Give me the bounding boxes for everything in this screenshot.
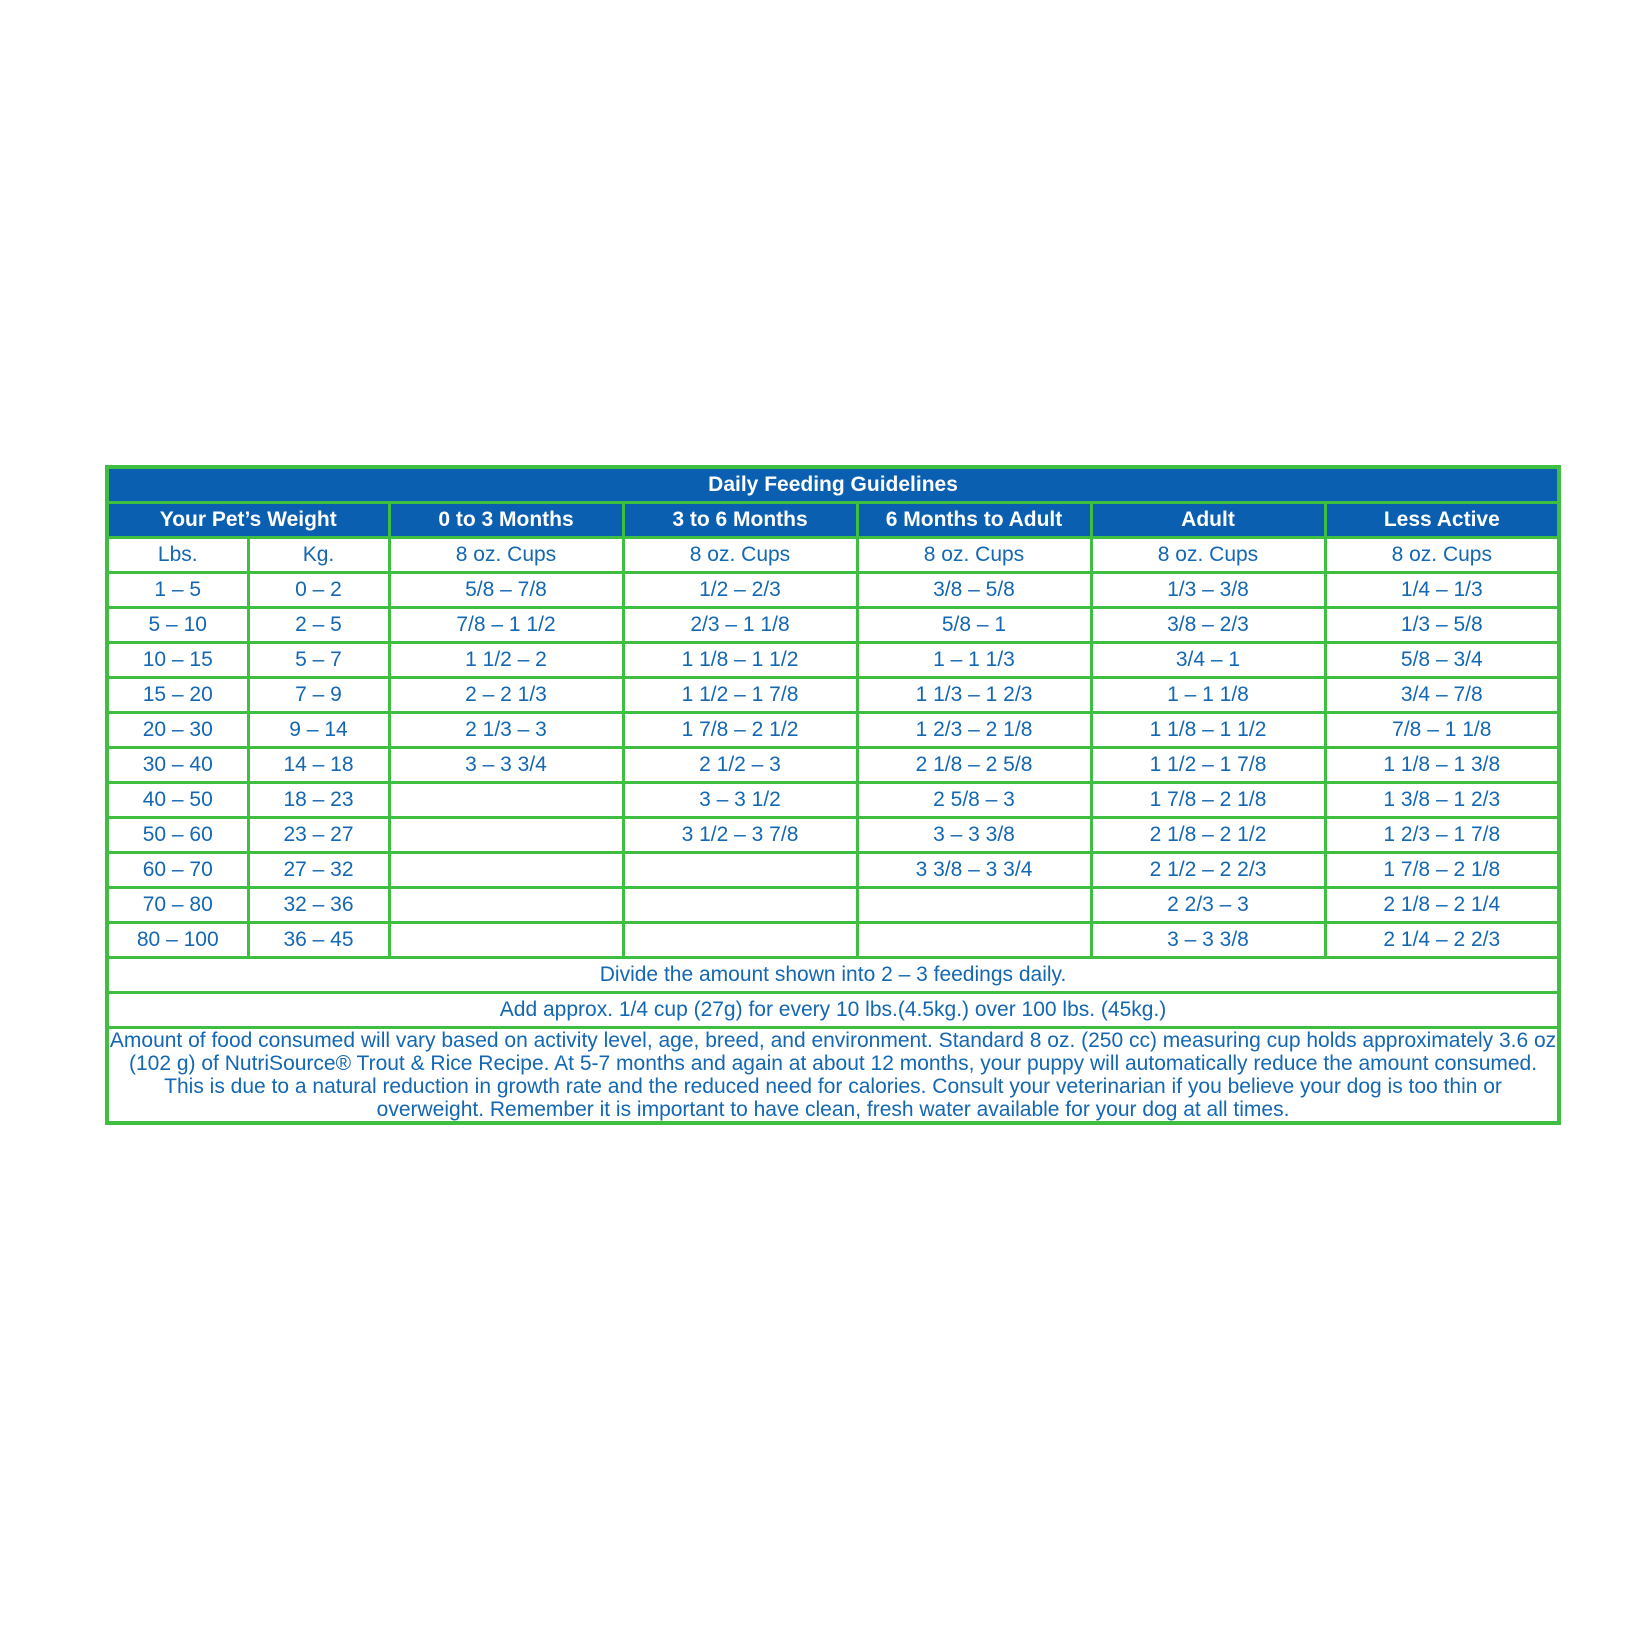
unit-lbs: Lbs. xyxy=(107,537,248,572)
unit-cups: 8 oz. Cups xyxy=(1091,537,1325,572)
cell-adult: 2 1/8 – 2 1/2 xyxy=(1091,817,1325,852)
cell-m3-6: 2/3 – 1 1/8 xyxy=(623,607,857,642)
cell-kg: 5 – 7 xyxy=(248,642,389,677)
cell-m6-adult: 2 5/8 – 3 xyxy=(857,782,1091,817)
cell-m0-3: 3 – 3 3/4 xyxy=(389,747,623,782)
cell-m3-6: 2 1/2 – 3 xyxy=(623,747,857,782)
cell-less-active: 1/3 – 5/8 xyxy=(1325,607,1559,642)
cell-lbs: 70 – 80 xyxy=(107,887,248,922)
cell-adult: 2 1/2 – 2 2/3 xyxy=(1091,852,1325,887)
cell-adult: 3/4 – 1 xyxy=(1091,642,1325,677)
cell-less-active: 3/4 – 7/8 xyxy=(1325,677,1559,712)
unit-kg: Kg. xyxy=(248,537,389,572)
cell-m6-adult: 1 2/3 – 2 1/8 xyxy=(857,712,1091,747)
cell-kg: 2 – 5 xyxy=(248,607,389,642)
cell-kg: 36 – 45 xyxy=(248,922,389,957)
header-less-active: Less Active xyxy=(1325,502,1559,537)
table-row xyxy=(107,922,1559,957)
cell-m0-3: 5/8 – 7/8 xyxy=(389,572,623,607)
cell-lbs: 10 – 15 xyxy=(107,642,248,677)
cell-less-active: 1 3/8 – 1 2/3 xyxy=(1325,782,1559,817)
cell-m0-3 xyxy=(389,852,623,887)
cell-m3-6: 3 1/2 – 3 7/8 xyxy=(623,817,857,852)
cell-kg: 27 – 32 xyxy=(248,852,389,887)
cell-m3-6: 1 7/8 – 2 1/2 xyxy=(623,712,857,747)
cell-m6-adult: 1 1/3 – 1 2/3 xyxy=(857,677,1091,712)
cell-m0-3: 2 – 2 1/3 xyxy=(389,677,623,712)
cell-adult: 1 7/8 – 2 1/8 xyxy=(1091,782,1325,817)
cell-m0-3: 7/8 – 1 1/2 xyxy=(389,607,623,642)
cell-m0-3 xyxy=(389,887,623,922)
cell-lbs: 50 – 60 xyxy=(107,817,248,852)
cell-m0-3 xyxy=(389,782,623,817)
table-row xyxy=(107,782,1559,817)
cell-lbs: 5 – 10 xyxy=(107,607,248,642)
units-row xyxy=(107,537,1559,572)
header-6-months-adult: 6 Months to Adult xyxy=(857,502,1091,537)
cell-adult: 1 – 1 1/8 xyxy=(1091,677,1325,712)
feeding-guidelines-table-wrap xyxy=(105,465,1557,1125)
table-row xyxy=(107,887,1559,922)
cell-kg: 18 – 23 xyxy=(248,782,389,817)
cell-kg: 0 – 2 xyxy=(248,572,389,607)
header-weight: Your Pet’s Weight xyxy=(107,502,389,537)
cell-lbs: 30 – 40 xyxy=(107,747,248,782)
table-row xyxy=(107,642,1559,677)
cell-m6-adult xyxy=(857,922,1091,957)
table-row xyxy=(107,607,1559,642)
unit-cups: 8 oz. Cups xyxy=(1325,537,1559,572)
cell-lbs: 15 – 20 xyxy=(107,677,248,712)
header-0-3-months: 0 to 3 Months xyxy=(389,502,623,537)
cell-adult: 3 – 3 3/8 xyxy=(1091,922,1325,957)
cell-lbs: 40 – 50 xyxy=(107,782,248,817)
cell-m3-6 xyxy=(623,852,857,887)
cell-m0-3: 2 1/3 – 3 xyxy=(389,712,623,747)
header-adult: Adult xyxy=(1091,502,1325,537)
cell-lbs: 60 – 70 xyxy=(107,852,248,887)
note-row xyxy=(107,992,1559,1027)
cell-m3-6 xyxy=(623,922,857,957)
cell-less-active: 1 2/3 – 1 7/8 xyxy=(1325,817,1559,852)
header-3-6-months: 3 to 6 Months xyxy=(623,502,857,537)
table-row xyxy=(107,852,1559,887)
cell-m0-3: 1 1/2 – 2 xyxy=(389,642,623,677)
table-title: Daily Feeding Guidelines xyxy=(107,467,1559,502)
cell-adult: 1/3 – 3/8 xyxy=(1091,572,1325,607)
cell-kg: 23 – 27 xyxy=(248,817,389,852)
cell-adult: 1 1/8 – 1 1/2 xyxy=(1091,712,1325,747)
cell-m6-adult xyxy=(857,887,1091,922)
cell-adult: 1 1/2 – 1 7/8 xyxy=(1091,747,1325,782)
cell-lbs: 20 – 30 xyxy=(107,712,248,747)
table-row xyxy=(107,817,1559,852)
cell-m6-adult: 5/8 – 1 xyxy=(857,607,1091,642)
cell-less-active: 1 7/8 – 2 1/8 xyxy=(1325,852,1559,887)
cell-less-active: 7/8 – 1 1/8 xyxy=(1325,712,1559,747)
table-row xyxy=(107,747,1559,782)
note-divide-feedings: Divide the amount shown into 2 – 3 feedings daily. xyxy=(107,957,1559,992)
table-row xyxy=(107,572,1559,607)
header-row xyxy=(107,502,1559,537)
cell-lbs: 80 – 100 xyxy=(107,922,248,957)
cell-less-active: 5/8 – 3/4 xyxy=(1325,642,1559,677)
cell-m6-adult: 3/8 – 5/8 xyxy=(857,572,1091,607)
cell-m3-6: 3 – 3 1/2 xyxy=(623,782,857,817)
unit-cups: 8 oz. Cups xyxy=(623,537,857,572)
cell-m6-adult: 1 – 1 1/3 xyxy=(857,642,1091,677)
title-row xyxy=(107,467,1559,502)
cell-kg: 14 – 18 xyxy=(248,747,389,782)
cell-m6-adult: 2 1/8 – 2 5/8 xyxy=(857,747,1091,782)
cell-m3-6 xyxy=(623,887,857,922)
feeding-guidelines-table xyxy=(105,465,1561,1125)
cell-adult: 2 2/3 – 3 xyxy=(1091,887,1325,922)
unit-cups: 8 oz. Cups xyxy=(857,537,1091,572)
cell-lbs: 1 – 5 xyxy=(107,572,248,607)
cell-m6-adult: 3 3/8 – 3 3/4 xyxy=(857,852,1091,887)
cell-adult: 3/8 – 2/3 xyxy=(1091,607,1325,642)
note-add-approx: Add approx. 1/4 cup (27g) for every 10 lbs.(4.5kg.) over 100 lbs. (45kg.) xyxy=(107,992,1559,1027)
cell-m3-6: 1/2 – 2/3 xyxy=(623,572,857,607)
cell-less-active: 1 1/8 – 1 3/8 xyxy=(1325,747,1559,782)
cell-m3-6: 1 1/2 – 1 7/8 xyxy=(623,677,857,712)
cell-less-active: 1/4 – 1/3 xyxy=(1325,572,1559,607)
cell-less-active: 2 1/8 – 2 1/4 xyxy=(1325,887,1559,922)
cell-m0-3 xyxy=(389,922,623,957)
cell-kg: 32 – 36 xyxy=(248,887,389,922)
disclaimer-text: Amount of food consumed will vary based on activity level, age, breed, and environment. Standard 8 oz. (250 cc) measuring cup holds approximately 3.6 oz (102 g) of NutriSource® Trout & Rice Recipe. At 5-7 months and again at about 12 months, your puppy will automatically reduce the amount consumed. This is due to a natural reduction in growth rate and the reduced need for calories. Consult your veterinarian if you believe your dog is too thin or overweight. Remember it is important to have clean, fresh water available for your dog at all times. xyxy=(107,1027,1559,1123)
table-row xyxy=(107,712,1559,747)
table-row xyxy=(107,677,1559,712)
cell-less-active: 2 1/4 – 2 2/3 xyxy=(1325,922,1559,957)
cell-m0-3 xyxy=(389,817,623,852)
cell-kg: 7 – 9 xyxy=(248,677,389,712)
cell-m3-6: 1 1/8 – 1 1/2 xyxy=(623,642,857,677)
cell-kg: 9 – 14 xyxy=(248,712,389,747)
note-row xyxy=(107,957,1559,992)
disclaimer-row xyxy=(107,1027,1559,1123)
cell-m6-adult: 3 – 3 3/8 xyxy=(857,817,1091,852)
unit-cups: 8 oz. Cups xyxy=(389,537,623,572)
